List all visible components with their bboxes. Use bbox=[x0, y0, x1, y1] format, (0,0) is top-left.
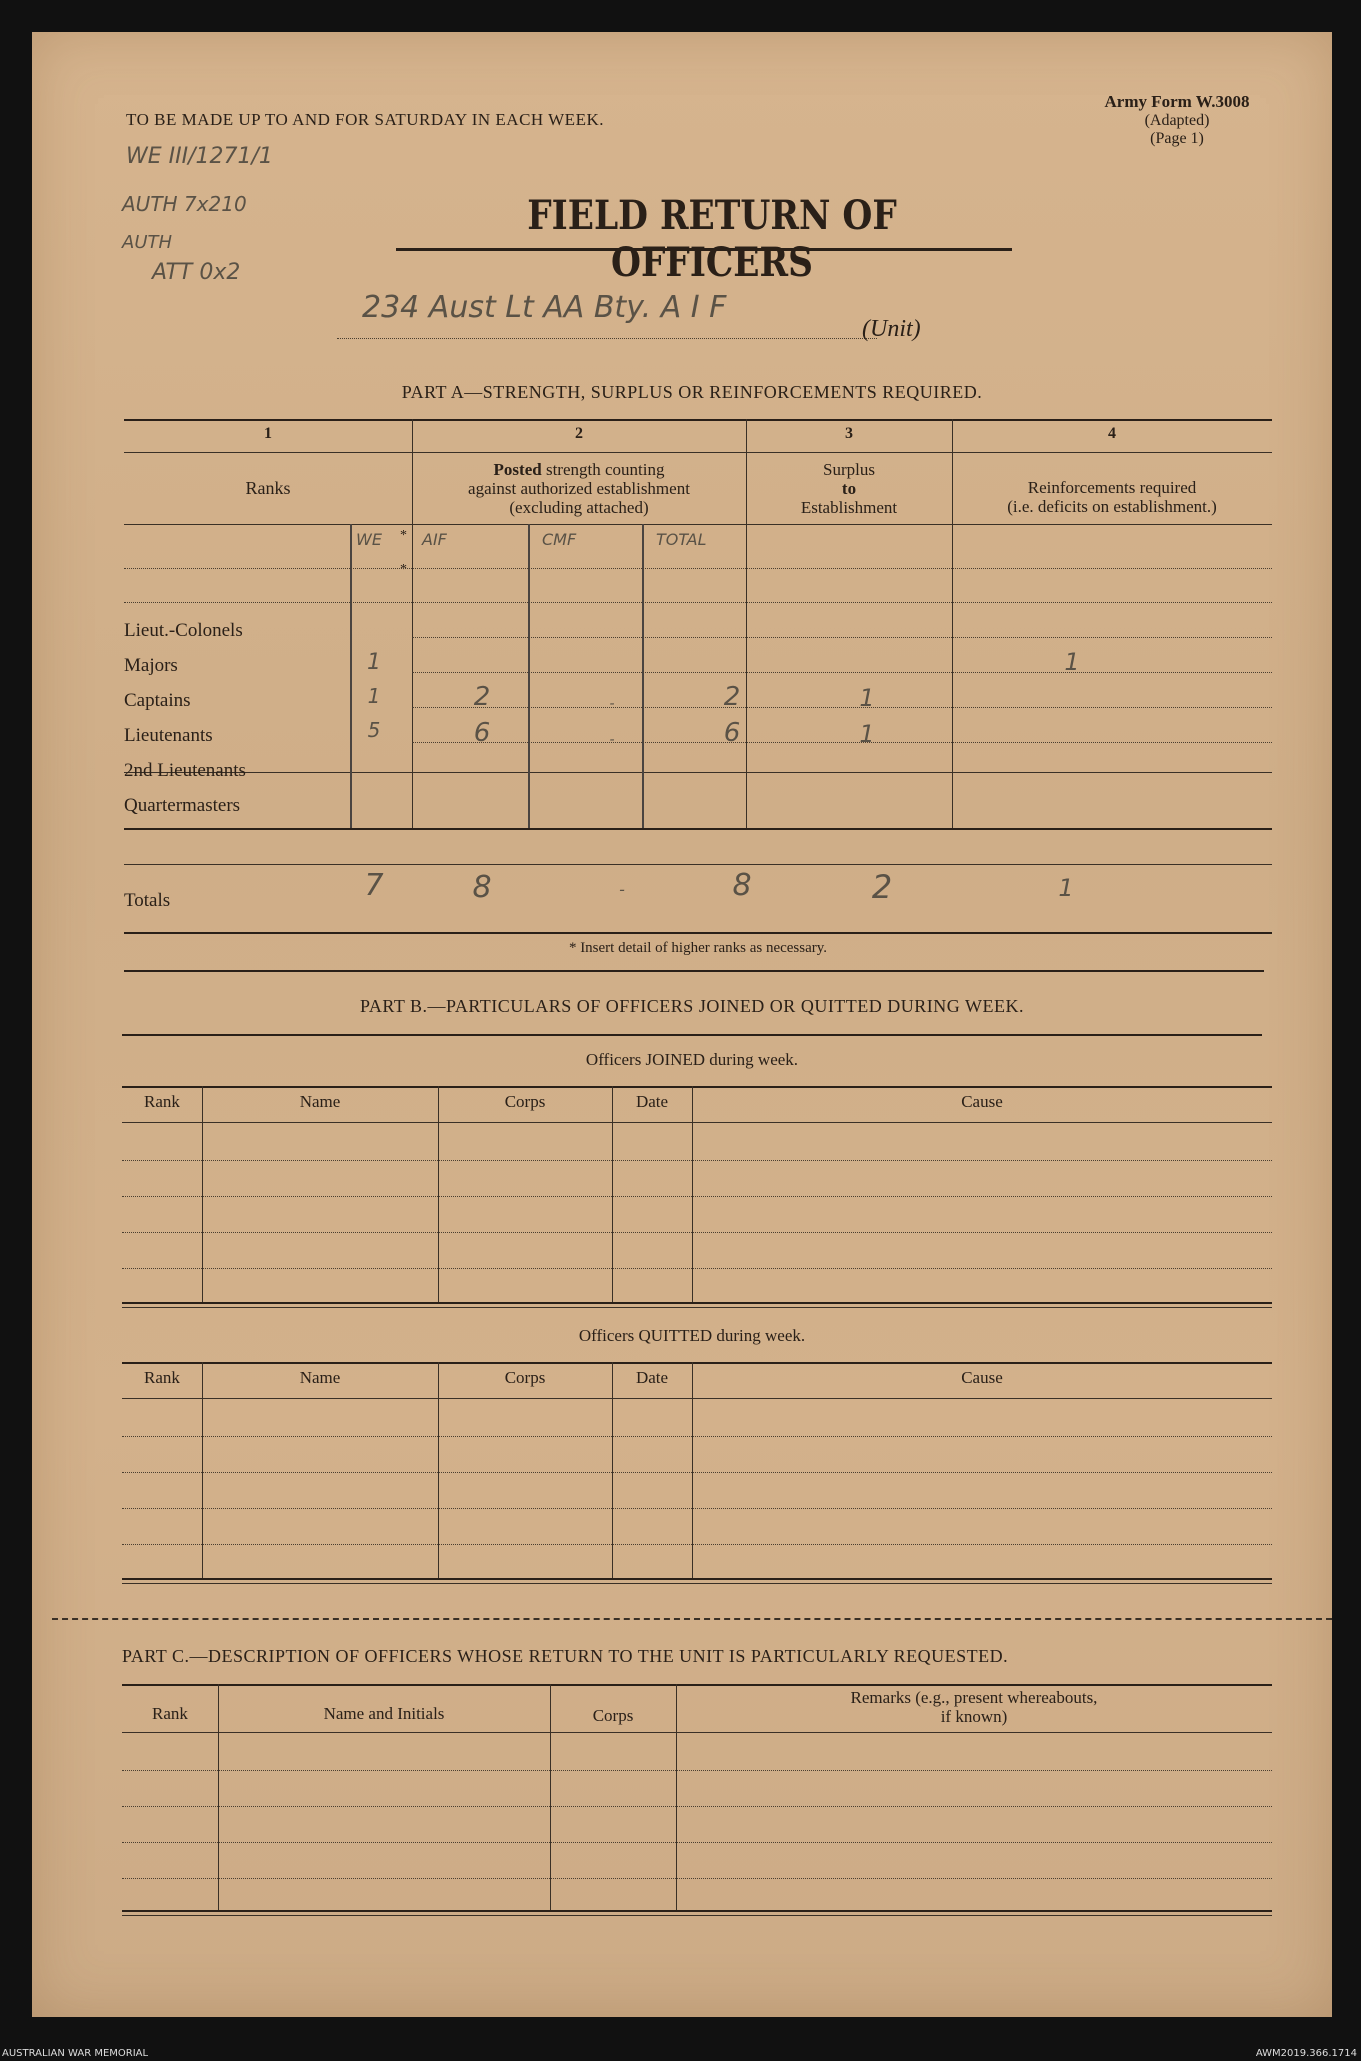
rank-2nd-lieutenants: 2nd Lieutenants bbox=[124, 760, 246, 781]
sub-we: WE bbox=[356, 530, 382, 549]
rank-lieut-colonels: Lieut.-Colonels bbox=[124, 620, 243, 641]
footer-accession: AWM2019.366.1714 bbox=[1255, 2048, 1357, 2059]
annotation-att: ATT 0x2 bbox=[152, 260, 241, 285]
rank-quartermasters: Quartermasters bbox=[124, 795, 241, 816]
sub-star-1: * bbox=[400, 528, 407, 543]
form-sheet bbox=[32, 32, 1332, 2017]
part-a-footnote: * Insert detail of higher ranks as necessary. bbox=[568, 940, 828, 956]
sub-cmf: CMF bbox=[542, 530, 577, 549]
reinf-majors: 1 bbox=[1064, 648, 1080, 676]
rank-lieutenants: Lieutenants bbox=[124, 725, 213, 746]
c-col-rank: Rank bbox=[152, 1704, 188, 1723]
reinf-line2: (i.e. deficits on establishment.) bbox=[1007, 497, 1217, 516]
surplus-line1: Surplus bbox=[823, 460, 875, 479]
sub-aif: AIF bbox=[422, 530, 447, 549]
cmf-totals: - bbox=[619, 880, 625, 899]
cmf-lieutenants: - bbox=[609, 732, 615, 748]
col-reinf-header bbox=[952, 478, 1272, 516]
c-col-corps: Corps bbox=[592, 1706, 634, 1725]
we-lieutenants: 5 bbox=[367, 718, 381, 742]
surplus-captains: 1 bbox=[859, 684, 875, 712]
c-col-remarks bbox=[676, 1688, 1272, 1726]
posted-rest: strength counting bbox=[545, 460, 665, 479]
joined-col-date: Date bbox=[635, 1092, 669, 1111]
quitted-title: Officers QUITTED during week. bbox=[578, 1326, 806, 1345]
reinf-totals: 1 bbox=[1058, 874, 1074, 902]
total-totals: 8 bbox=[732, 868, 752, 903]
we-majors: 1 bbox=[367, 650, 381, 675]
col-num-2: 2 bbox=[575, 425, 583, 442]
rank-captains: Captains bbox=[124, 690, 191, 711]
unit-label: (Unit) bbox=[862, 316, 921, 342]
part-a-title: PART A—STRENGTH, SURPLUS OR REINFORCEMENTS REQUIRED. bbox=[401, 382, 983, 402]
surplus-totals: 2 bbox=[871, 868, 893, 906]
remarks-line1: Remarks (e.g., present whereabouts, bbox=[850, 1688, 1098, 1707]
quitted-col-cause: Cause bbox=[961, 1368, 1003, 1387]
joined-title: Officers JOINED during week. bbox=[585, 1050, 799, 1069]
quitted-col-date: Date bbox=[635, 1368, 669, 1387]
sub-total: TOTAL bbox=[656, 530, 707, 549]
joined-col-name: Name bbox=[299, 1092, 341, 1111]
quitted-col-name: Name bbox=[299, 1368, 341, 1387]
annotation-we: WE III/1271/1 bbox=[126, 144, 273, 169]
annotation-auth-2: AUTH bbox=[122, 232, 173, 253]
col-posted-header bbox=[412, 460, 746, 517]
cmf-captains: - bbox=[609, 696, 615, 712]
posted-line2: against authorized establishment bbox=[468, 479, 690, 498]
quitted-col-corps: Corps bbox=[504, 1368, 546, 1387]
col-num-3: 3 bbox=[845, 425, 853, 442]
col-surplus-header bbox=[746, 460, 952, 517]
aif-totals: 8 bbox=[472, 870, 492, 905]
col-num-1: 1 bbox=[264, 425, 272, 442]
aif-captains: 2 bbox=[473, 682, 491, 712]
rank-majors: Majors bbox=[124, 655, 178, 676]
part-c-title: PART C.—DESCRIPTION OF OFFICERS WHOSE RETURN TO THE UNIT IS PARTICULARLY REQUESTED. bbox=[122, 1646, 1009, 1666]
footer-credit: AUSTRALIAN WAR MEMORIAL bbox=[2, 2048, 149, 2059]
joined-col-corps: Corps bbox=[504, 1092, 546, 1111]
col-ranks-header: Ranks bbox=[245, 478, 291, 498]
annotation-auth-1: AUTH 7x210 bbox=[122, 192, 247, 216]
total-lieutenants: 6 bbox=[723, 718, 741, 748]
joined-col-rank: Rank bbox=[144, 1092, 180, 1111]
we-captains: 1 bbox=[367, 684, 381, 708]
form-adapted: (Adapted) bbox=[1144, 112, 1210, 129]
rank-totals: Totals bbox=[124, 890, 171, 911]
form-page: (Page 1) bbox=[1150, 130, 1204, 147]
surplus-lieutenants: 1 bbox=[859, 720, 875, 748]
remarks-line2: if known) bbox=[940, 1707, 1008, 1726]
surplus-line2: to bbox=[841, 479, 857, 498]
aif-lieutenants: 6 bbox=[473, 718, 491, 748]
col-num-4: 4 bbox=[1108, 425, 1116, 442]
c-col-name: Name and Initials bbox=[323, 1704, 445, 1723]
we-totals: 7 bbox=[364, 868, 384, 903]
quitted-col-rank: Rank bbox=[144, 1368, 180, 1387]
unit-handwritten: 234 Aust Lt AA Bty. A I F bbox=[362, 290, 727, 325]
surplus-line3: Establishment bbox=[800, 498, 898, 517]
part-b-title: PART B.—PARTICULARS OF OFFICERS JOINED OR QUITTED DURING WEEK. bbox=[360, 996, 1024, 1016]
reinf-line1: Reinforcements required bbox=[1027, 478, 1197, 497]
sub-star-2: * bbox=[400, 562, 407, 577]
total-captains: 2 bbox=[723, 682, 741, 712]
posted-line3: (excluding attached) bbox=[509, 498, 649, 517]
instruction-text: TO BE MADE UP TO AND FOR SATURDAY IN EACH WEEK. bbox=[126, 110, 604, 129]
form-number: Army Form W.3008 bbox=[1104, 92, 1250, 111]
posted-bold: Posted bbox=[493, 460, 542, 479]
joined-col-cause: Cause bbox=[961, 1092, 1003, 1111]
page-title: FIELD RETURN OF OFFICERS bbox=[527, 192, 897, 286]
